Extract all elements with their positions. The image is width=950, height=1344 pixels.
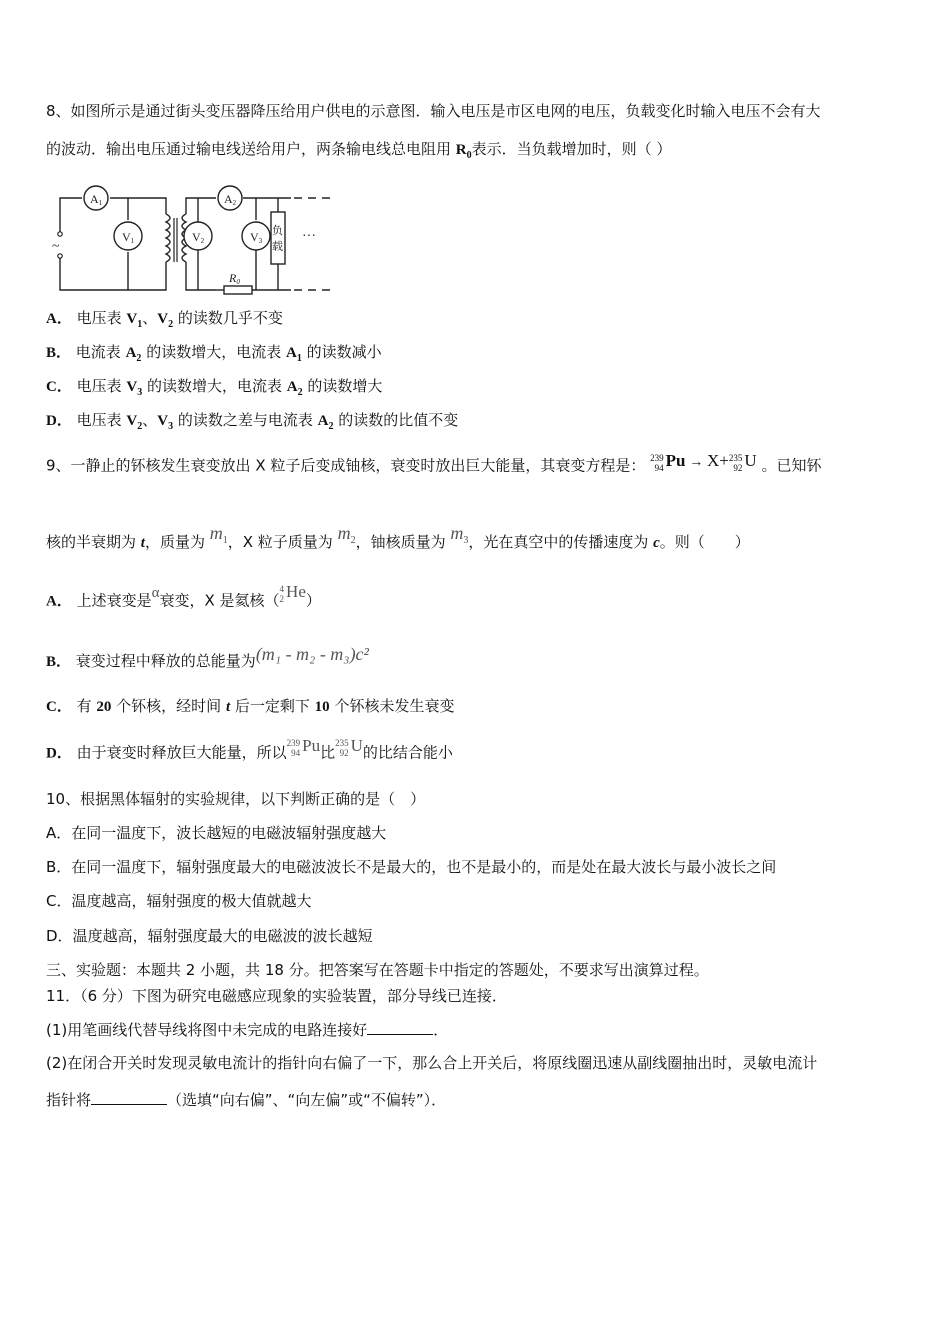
answer-blank-1[interactable] bbox=[367, 1034, 433, 1035]
q8-stem-line2 bbox=[46, 139, 671, 166]
section-3-heading: 三、实验题：本题共 2 小题，共 18 分。把答案写在答题卡中指定的答题处，不要求写出演算过程。 bbox=[46, 961, 709, 979]
option-letter: D． bbox=[46, 927, 73, 945]
sub: 1 bbox=[222, 535, 228, 546]
helium-nucleus bbox=[280, 582, 306, 604]
sub: 1 bbox=[296, 353, 302, 364]
text: 个钚核，经时间 bbox=[111, 697, 226, 715]
option-text: 电压表 bbox=[76, 377, 127, 395]
option-text: 的读数几乎不变 bbox=[173, 309, 283, 327]
q9-stem-line2 bbox=[46, 523, 750, 559]
text: ，X 粒子质量为 bbox=[227, 533, 338, 551]
pu-mass: 239 bbox=[286, 737, 301, 748]
load-label-1: 负 bbox=[272, 225, 283, 237]
text: 由于衰变时释放巨大能量，所以 bbox=[76, 743, 287, 762]
q9-option-c[interactable] bbox=[46, 696, 454, 717]
pu-z: 94 bbox=[291, 747, 301, 758]
q10-stem: 10、根据黑体辐射的实验规律，以下判断正确的是（ ） bbox=[46, 790, 426, 808]
var: A bbox=[125, 345, 137, 361]
option-letter: A． bbox=[46, 824, 72, 842]
text: 比 bbox=[320, 743, 336, 762]
resistor-r0-label: R0 bbox=[229, 271, 240, 286]
var-t: t bbox=[225, 699, 231, 715]
sub: 3 bbox=[137, 387, 143, 398]
option-text: 在同一温度下，辐射强度最大的电磁波波长不是最大的，也不是最小的，而是处在最大波长与最小波长之间 bbox=[71, 858, 777, 876]
var: A bbox=[286, 379, 298, 395]
pu-nucleus bbox=[287, 736, 320, 758]
q8-stem-text: 的波动．输出电压通过输电线送给用户，两条输电线总电阻用 bbox=[46, 140, 456, 158]
voltmeter-v1-label: V1 bbox=[122, 230, 135, 245]
text: (1)用笔画线代替导线将图中未完成的电路连接好 bbox=[46, 1021, 368, 1039]
text: 个钚核未发生衰变 bbox=[329, 697, 455, 715]
voltmeter-v2-label: V2 bbox=[192, 230, 205, 245]
option-letter: D． bbox=[46, 413, 72, 429]
var: V bbox=[126, 311, 138, 327]
text: 有 bbox=[76, 697, 97, 715]
arrow: → bbox=[689, 455, 704, 470]
load-label-2: 载 bbox=[272, 241, 283, 253]
option-letter: B． bbox=[46, 858, 72, 876]
option-text: 温度越高，辐射强度的极大值就越大 bbox=[71, 892, 312, 910]
var-m2: m bbox=[337, 523, 351, 543]
sub: 2 bbox=[328, 421, 334, 432]
sub: 3 bbox=[463, 535, 469, 546]
number: 20 bbox=[96, 699, 112, 715]
q8-option-c[interactable] bbox=[46, 376, 382, 403]
option-text: 在同一温度下，波长越短的电磁波辐射强度越大 bbox=[71, 824, 387, 842]
u-mass-number: 235 bbox=[728, 452, 743, 463]
answer-blank-2[interactable] bbox=[91, 1104, 167, 1105]
var: A bbox=[317, 413, 329, 429]
q8-option-b[interactable] bbox=[46, 342, 382, 369]
var-c: c bbox=[653, 535, 660, 551]
option-text: 、 bbox=[142, 411, 158, 429]
q9-stem-line1 bbox=[46, 451, 822, 477]
var: V bbox=[126, 379, 138, 395]
q11-stem: 11．（6 分）下图为研究电磁感应现象的实验装置，部分导线已连接． bbox=[46, 987, 507, 1005]
ammeter-a1-label: A1 bbox=[90, 192, 103, 207]
decay-equation bbox=[650, 451, 757, 473]
voltmeter-v3-label: V3 bbox=[250, 230, 263, 245]
x-particle: X+ bbox=[707, 451, 729, 470]
option-letter: A． bbox=[46, 311, 72, 327]
option-text: 的读数之差与电流表 bbox=[173, 411, 318, 429]
option-letter: C． bbox=[46, 379, 72, 395]
text: ． bbox=[433, 1021, 449, 1039]
u-mass: 235 bbox=[335, 737, 349, 748]
q10-option-d[interactable] bbox=[46, 926, 373, 946]
option-text: 的读数增大，电流表 bbox=[142, 377, 287, 395]
he-mass: 4 bbox=[279, 583, 285, 594]
he-z: 2 bbox=[279, 593, 285, 604]
option-text: 的读数的比值不变 bbox=[333, 411, 459, 429]
sub: 3 bbox=[168, 421, 174, 432]
u-z: 92 bbox=[339, 747, 349, 758]
q9-option-a[interactable] bbox=[46, 582, 321, 612]
q8-option-a[interactable] bbox=[46, 308, 283, 335]
r0-symbol: R bbox=[455, 142, 467, 158]
var-m1: m bbox=[209, 523, 223, 543]
var: V bbox=[157, 311, 169, 327]
text: （选填“向右偏”、“向左偏”或“不偏转”）． bbox=[167, 1091, 447, 1109]
he-symbol: He bbox=[286, 582, 306, 601]
transformer-circuit-diagram bbox=[46, 178, 336, 296]
option-text: 、 bbox=[142, 309, 158, 327]
text: 上述衰变是 bbox=[76, 591, 152, 610]
r0-subscript: 0 bbox=[466, 150, 472, 161]
q10-option-c[interactable] bbox=[46, 891, 312, 911]
u-symbol: U bbox=[350, 736, 363, 755]
option-text: 的读数增大 bbox=[302, 377, 383, 395]
option-text: 电压表 bbox=[76, 309, 127, 327]
q9-option-b[interactable] bbox=[46, 644, 369, 672]
pu-mass-number: 239 bbox=[650, 452, 664, 463]
energy-expression: (m₁ - m₂ - m₃)c² bbox=[255, 644, 369, 664]
text: 指针将 bbox=[46, 1091, 92, 1109]
pu-symbol: Pu bbox=[302, 736, 321, 755]
option-text: 的读数减小 bbox=[301, 343, 382, 361]
u-nucleus bbox=[335, 736, 363, 758]
option-text: 温度越高，辐射强度最大的电磁波的波长越短 bbox=[72, 927, 373, 945]
q8-option-d[interactable] bbox=[46, 410, 458, 437]
option-letter: C． bbox=[46, 699, 72, 715]
option-text: 电流表 bbox=[75, 343, 126, 361]
option-text: 的读数增大，电流表 bbox=[141, 343, 286, 361]
var: V bbox=[126, 413, 138, 429]
pu-symbol: Pu bbox=[665, 451, 686, 470]
ammeter-a2-label: A2 bbox=[224, 192, 237, 207]
text: 衰变，X 是氦核（ bbox=[159, 591, 280, 610]
q9-stem-text-end: 。已知钚 bbox=[761, 456, 822, 475]
text: ） bbox=[305, 591, 321, 610]
option-letter: B． bbox=[46, 345, 72, 361]
text: ，质量为 bbox=[144, 533, 210, 551]
text: 衰变过程中释放的总能量为 bbox=[75, 652, 256, 670]
ac-source-symbol: ~ bbox=[52, 239, 60, 254]
q11-part1 bbox=[46, 1020, 448, 1040]
text: ，铀核质量为 bbox=[355, 533, 451, 551]
pu-atomic-number: 94 bbox=[654, 462, 664, 473]
var-t: t bbox=[140, 535, 145, 551]
sub: 2 bbox=[137, 421, 143, 432]
text: 。则（ ） bbox=[659, 533, 750, 551]
text: 的比结合能小 bbox=[362, 743, 453, 762]
ellipsis: ··· bbox=[302, 229, 316, 244]
q11-part2-line2 bbox=[46, 1090, 446, 1110]
u-atomic-number: 92 bbox=[733, 462, 743, 473]
option-letter: C． bbox=[46, 892, 72, 910]
sub: 2 bbox=[168, 319, 174, 330]
q9-option-d[interactable] bbox=[46, 736, 453, 764]
sub: 2 bbox=[297, 387, 303, 398]
sub: 2 bbox=[350, 535, 356, 546]
number: 10 bbox=[314, 699, 330, 715]
q8-stem-text-end: 表示．当负载增加时，则（ ） bbox=[471, 140, 672, 158]
q9-stem-text: 9、一静止的钚核发生衰变放出 X 粒子后变成铀核，衰变时放出巨大能量，其衰变方程是： bbox=[46, 456, 646, 475]
u-symbol: U bbox=[744, 451, 757, 470]
option-letter: A． bbox=[46, 593, 72, 610]
var: A bbox=[285, 345, 297, 361]
option-text: 电压表 bbox=[76, 411, 127, 429]
q8-stem-line1: 8、如图所示是通过街头变压器降压给用户供电的示意图．输入电压是市区电网的电压，负载变化时输入电压不会有大 bbox=[46, 102, 821, 120]
var: V bbox=[157, 413, 169, 429]
var-m3: m bbox=[450, 523, 464, 543]
option-letter: D． bbox=[46, 745, 72, 762]
q10-option-a[interactable] bbox=[46, 823, 386, 843]
option-letter: B． bbox=[46, 654, 72, 670]
alpha-symbol: α bbox=[151, 585, 160, 602]
q10-option-b[interactable] bbox=[46, 857, 776, 877]
sub: 1 bbox=[137, 319, 143, 330]
sub: 2 bbox=[136, 353, 142, 364]
text: 核的半衰期为 bbox=[46, 533, 141, 551]
text: ，光在真空中的传播速度为 bbox=[468, 533, 654, 551]
text: 后一定剩下 bbox=[230, 697, 315, 715]
q11-part2-line1: (2)在闭合开关时发现灵敏电流计的指针向右偏了一下，那么合上开关后，将原线圈迅速从副线圈抽出时，灵敏电流计 bbox=[46, 1054, 818, 1072]
